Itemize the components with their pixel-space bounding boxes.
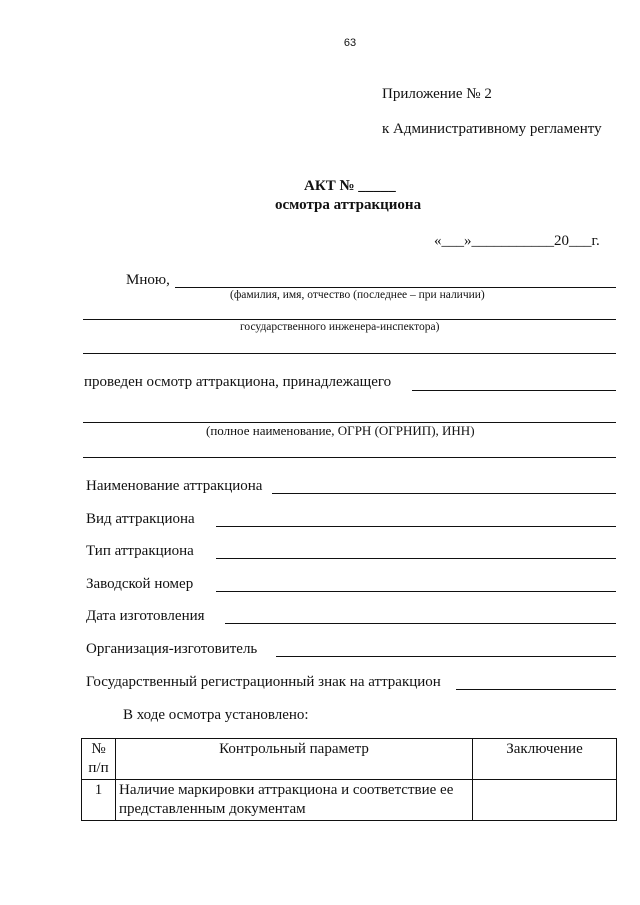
table-header-row [82,739,617,780]
appendix-subtitle: к Административному регламенту [382,121,602,137]
header-num-line2: п/п [88,760,109,776]
header-num-line1: № [91,741,106,757]
inspection-intro: В ходе осмотра установлено: [123,707,309,723]
inspector-name-line[interactable] [175,287,616,288]
field-kind-label: Вид аттракциона [86,511,195,527]
blank-line-1[interactable] [83,353,616,354]
table-row [82,780,617,821]
field-serial-label: Заводской номер [86,576,194,592]
by-me-label: Мною, [126,272,170,288]
row-param-line2: представленным документам [119,801,306,817]
field-kind-line[interactable] [216,526,616,527]
field-regsign-label: Государственный регистрационный знак на аттракцион [86,674,441,690]
field-name-line[interactable] [272,493,616,494]
field-regsign-line[interactable] [456,689,616,690]
owner-hint: (полное наименование, ОГРН (ОГРНИП), ИНН) [206,423,475,438]
row-num: 1 [82,780,116,821]
owner-line[interactable] [412,390,616,391]
row-param-line1: Наличие маркировки аттракциона и соответствие ее [119,782,454,798]
act-title: АКТ № _____ [304,178,396,194]
header-num [82,739,116,780]
field-manufacturer-line[interactable] [276,656,616,657]
appendix-title: Приложение № 2 [382,86,492,102]
header-param: Контрольный параметр [116,739,473,780]
inspector-name-line-2[interactable] [83,319,616,320]
params-table [81,738,617,821]
field-date-label: Дата изготовления [86,608,205,624]
owner-line-3[interactable] [83,457,616,458]
field-date-line[interactable] [225,623,616,624]
field-manufacturer-label: Организация-изготовитель [86,641,258,657]
row-conclusion[interactable] [473,780,617,821]
inspector-hint-1: (фамилия, имя, отчество (последнее – при наличии) [230,289,485,301]
row-param [116,780,473,821]
act-subtitle: осмотра аттракциона [275,197,422,213]
header-conclusion: Заключение [473,739,617,780]
inspector-hint-2: государственного инженера-инспектора) [240,321,440,333]
field-type-line[interactable] [216,558,616,559]
page-number: 63 [343,37,357,49]
field-name-label: Наименование аттракциона [86,478,263,494]
owner-label: проведен осмотр аттракциона, принадлежащего [84,374,392,390]
date-line: «___»___________20___г. [434,233,600,249]
field-type-label: Тип аттракциона [86,543,194,559]
field-serial-line[interactable] [216,591,616,592]
